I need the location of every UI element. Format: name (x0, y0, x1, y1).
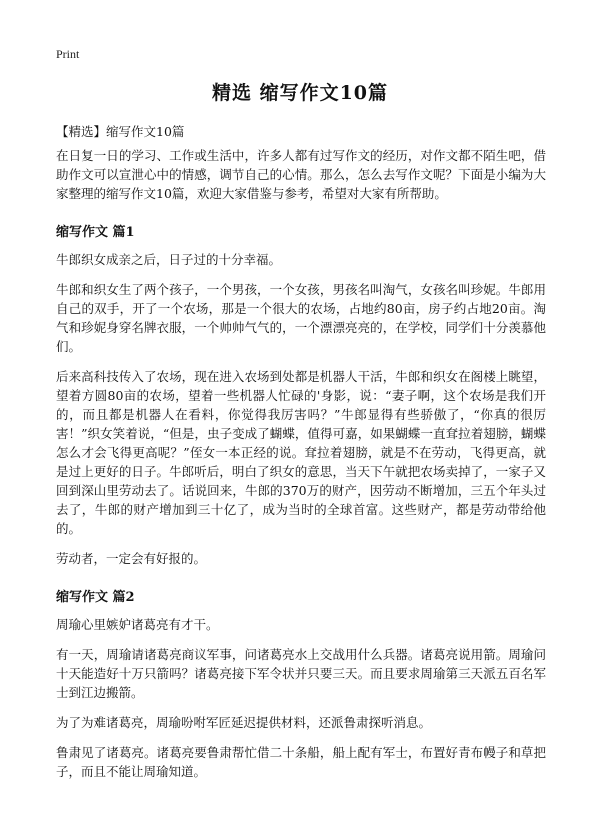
section-heading-2: 缩写作文 篇2 (56, 590, 135, 605)
intro-paragraph: 在日复一日的学习、工作或生活中，许多人都有过写作文的经历，对作文都不陌生吧，借助作文可以宣泄心中的情感，调节自己的心情。那么，怎么去写作文呢？下面是小编为大家整理的缩写作文10篇，欢迎大家借鉴与参考，希望对大家有所帮助。 (56, 148, 546, 201)
section-1-paragraph-2: 牛郎和织女生了两个孩子，一个男孩，一个女孩，男孩名叫淘气，女孩名叫珍妮。牛郎用自己的双手，开了一个农场，那是一个很大的农场，占地约80亩，房子约占地20亩。淘气和珍妮身穿名牌衣服，一个帅帅气气的，一个漂漂亮亮的，在学校，同学们十分羡慕他们。 (56, 282, 546, 354)
section-2-paragraph-2: 有一天，周瑜请诸葛亮商议军事，问诸葛亮水上交战用什么兵器。诸葛亮说用箭。周瑜问十天能造好十万只箭吗？诸葛亮接下军令状并只要三天。而且要求周瑜第三天派五百名军士到江边搬箭。 (56, 647, 546, 700)
section-1-paragraph-3: 后来高科技传入了农场，现在进入农场到处都是机器人干活，牛郎和织女在阁楼上眺望，望着方圆80亩的农场，望着一些机器人忙碌的'身影，说：“妻子啊，这个农场是我们开的，而且都是机器人在看料，你觉得我厉害吗？”牛郎显得有些骄傲了，“你真的很厉害！”织女笑着说，“但是，虫子变成了蝴蝶，值得可嘉，如果蝴蝶一直耷拉着翅膀，蝴蝶怎么才会飞得更高呢？”侄女一本正经的说。耷拉着翅膀，就是不在劳动，飞得更高，就是过上更好的日子。牛郎听后，明白了织女的意思，当天下午就把农场卖掉了，一家子又回到深山里劳动去了。话说回来，牛郎的370万的财产，因劳动不断增加，三五个年头过去了，牛郎的财产增加到三十亿了，成为当时的全球首富。这些财产，都是劳动带给他的。 (56, 369, 546, 536)
article-body (56, 146, 546, 792)
page-title: 精选 缩写作文10篇 (211, 82, 389, 104)
section-1-paragraph-4: 劳动者，一定会有好报的。 (56, 551, 207, 566)
section-2-paragraph-4: 鲁肃见了诸葛亮。诸葛亮要鲁肃帮忙借二十条船，船上配有军士，布置好青布幔子和草把子，而且不能让周瑜知道。 (56, 745, 546, 779)
section-2-paragraph-1: 周瑜心里嫉妒诸葛亮有才干。 (56, 617, 219, 632)
document-subtitle: 【精选】缩写作文10篇 (56, 124, 185, 139)
section-heading-1: 缩写作文 篇1 (56, 225, 135, 240)
section-1-paragraph-1: 牛郎织女成亲之后，日子过的十分幸福。 (56, 252, 282, 267)
section-2-paragraph-3: 为了为难诸葛亮，周瑜吩咐军匠延迟提供材料，还派鲁肃探听消息。 (56, 715, 432, 730)
print-link[interactable]: Print (56, 47, 80, 61)
